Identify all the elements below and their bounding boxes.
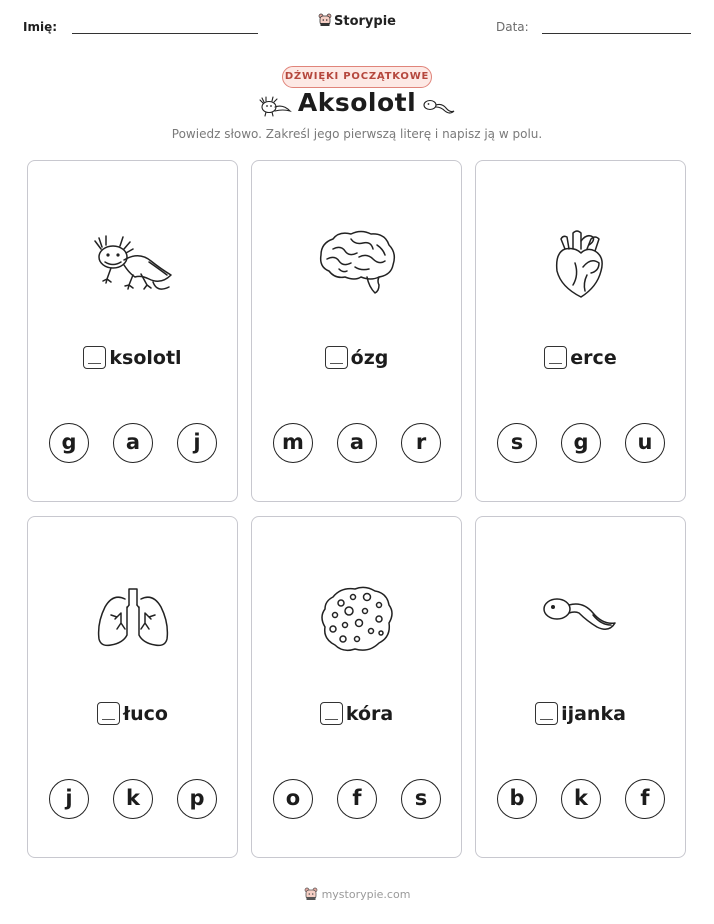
letter-option[interactable]: f — [625, 779, 665, 819]
date-field[interactable] — [542, 33, 691, 34]
letter-option[interactable]: f — [337, 779, 377, 819]
letter-option[interactable]: u — [625, 423, 665, 463]
answer-box[interactable] — [535, 702, 558, 725]
word-card — [475, 160, 686, 502]
word-prompt — [28, 346, 237, 369]
word-card — [27, 516, 238, 858]
word-ending: erce — [570, 347, 617, 369]
footer-url: mystorypie.com — [321, 888, 411, 901]
answer-box[interactable] — [325, 346, 348, 369]
brain-icon — [315, 227, 399, 299]
date-label: Data: — [496, 20, 529, 34]
word-ending: ksolotl — [109, 347, 182, 369]
skin-cell-icon — [315, 583, 399, 655]
word-ending: ijanka — [561, 703, 626, 725]
topic-badge: DŹWIĘKI POCZĄTKOWE — [282, 66, 432, 88]
name-field[interactable] — [72, 33, 258, 34]
answer-box[interactable] — [320, 702, 343, 725]
lungs-icon — [91, 583, 175, 655]
instructions: Powiedz słowo. Zakreśl jego pierwszą literę i napisz ją w polu. — [171, 127, 543, 141]
word-ending: kóra — [345, 703, 394, 725]
word-prompt — [252, 346, 461, 369]
footer — [0, 887, 714, 901]
letter-option[interactable]: g — [49, 423, 89, 463]
brand-name: Storypie — [334, 14, 396, 29]
answer-box[interactable] — [83, 346, 106, 369]
answer-box[interactable] — [97, 702, 120, 725]
word-card — [27, 160, 238, 502]
word-prompt — [476, 346, 685, 369]
letter-option[interactable]: s — [401, 779, 441, 819]
storypie-logo-icon — [304, 887, 318, 901]
name-label: Imię: — [23, 20, 58, 34]
word-prompt — [476, 702, 685, 725]
letter-option[interactable]: b — [497, 779, 537, 819]
word-ending: łuco — [123, 703, 168, 725]
brand-logo — [0, 13, 714, 29]
word-card — [475, 516, 686, 858]
axolotl-icon — [91, 227, 175, 299]
letter-option[interactable]: g — [561, 423, 601, 463]
letter-option[interactable]: m — [273, 423, 313, 463]
word-prompt — [252, 702, 461, 725]
letter-option[interactable]: a — [113, 423, 153, 463]
letter-option[interactable]: k — [561, 779, 601, 819]
letter-option[interactable]: a — [337, 423, 377, 463]
letter-option[interactable]: s — [497, 423, 537, 463]
page-title: Aksolotl — [297, 88, 417, 117]
word-card — [251, 160, 462, 502]
letter-option[interactable]: p — [177, 779, 217, 819]
letter-option[interactable]: j — [177, 423, 217, 463]
heart-icon — [539, 227, 623, 299]
answer-box[interactable] — [544, 346, 567, 369]
tadpole-icon — [539, 583, 623, 655]
letter-option[interactable]: o — [273, 779, 313, 819]
letter-option[interactable]: r — [401, 423, 441, 463]
letter-option[interactable]: j — [49, 779, 89, 819]
storypie-logo-icon — [318, 13, 332, 27]
word-ending: ózg — [350, 347, 389, 369]
word-prompt — [28, 702, 237, 725]
word-card — [251, 516, 462, 858]
letter-option[interactable]: k — [113, 779, 153, 819]
tadpole-small-icon — [422, 98, 456, 116]
